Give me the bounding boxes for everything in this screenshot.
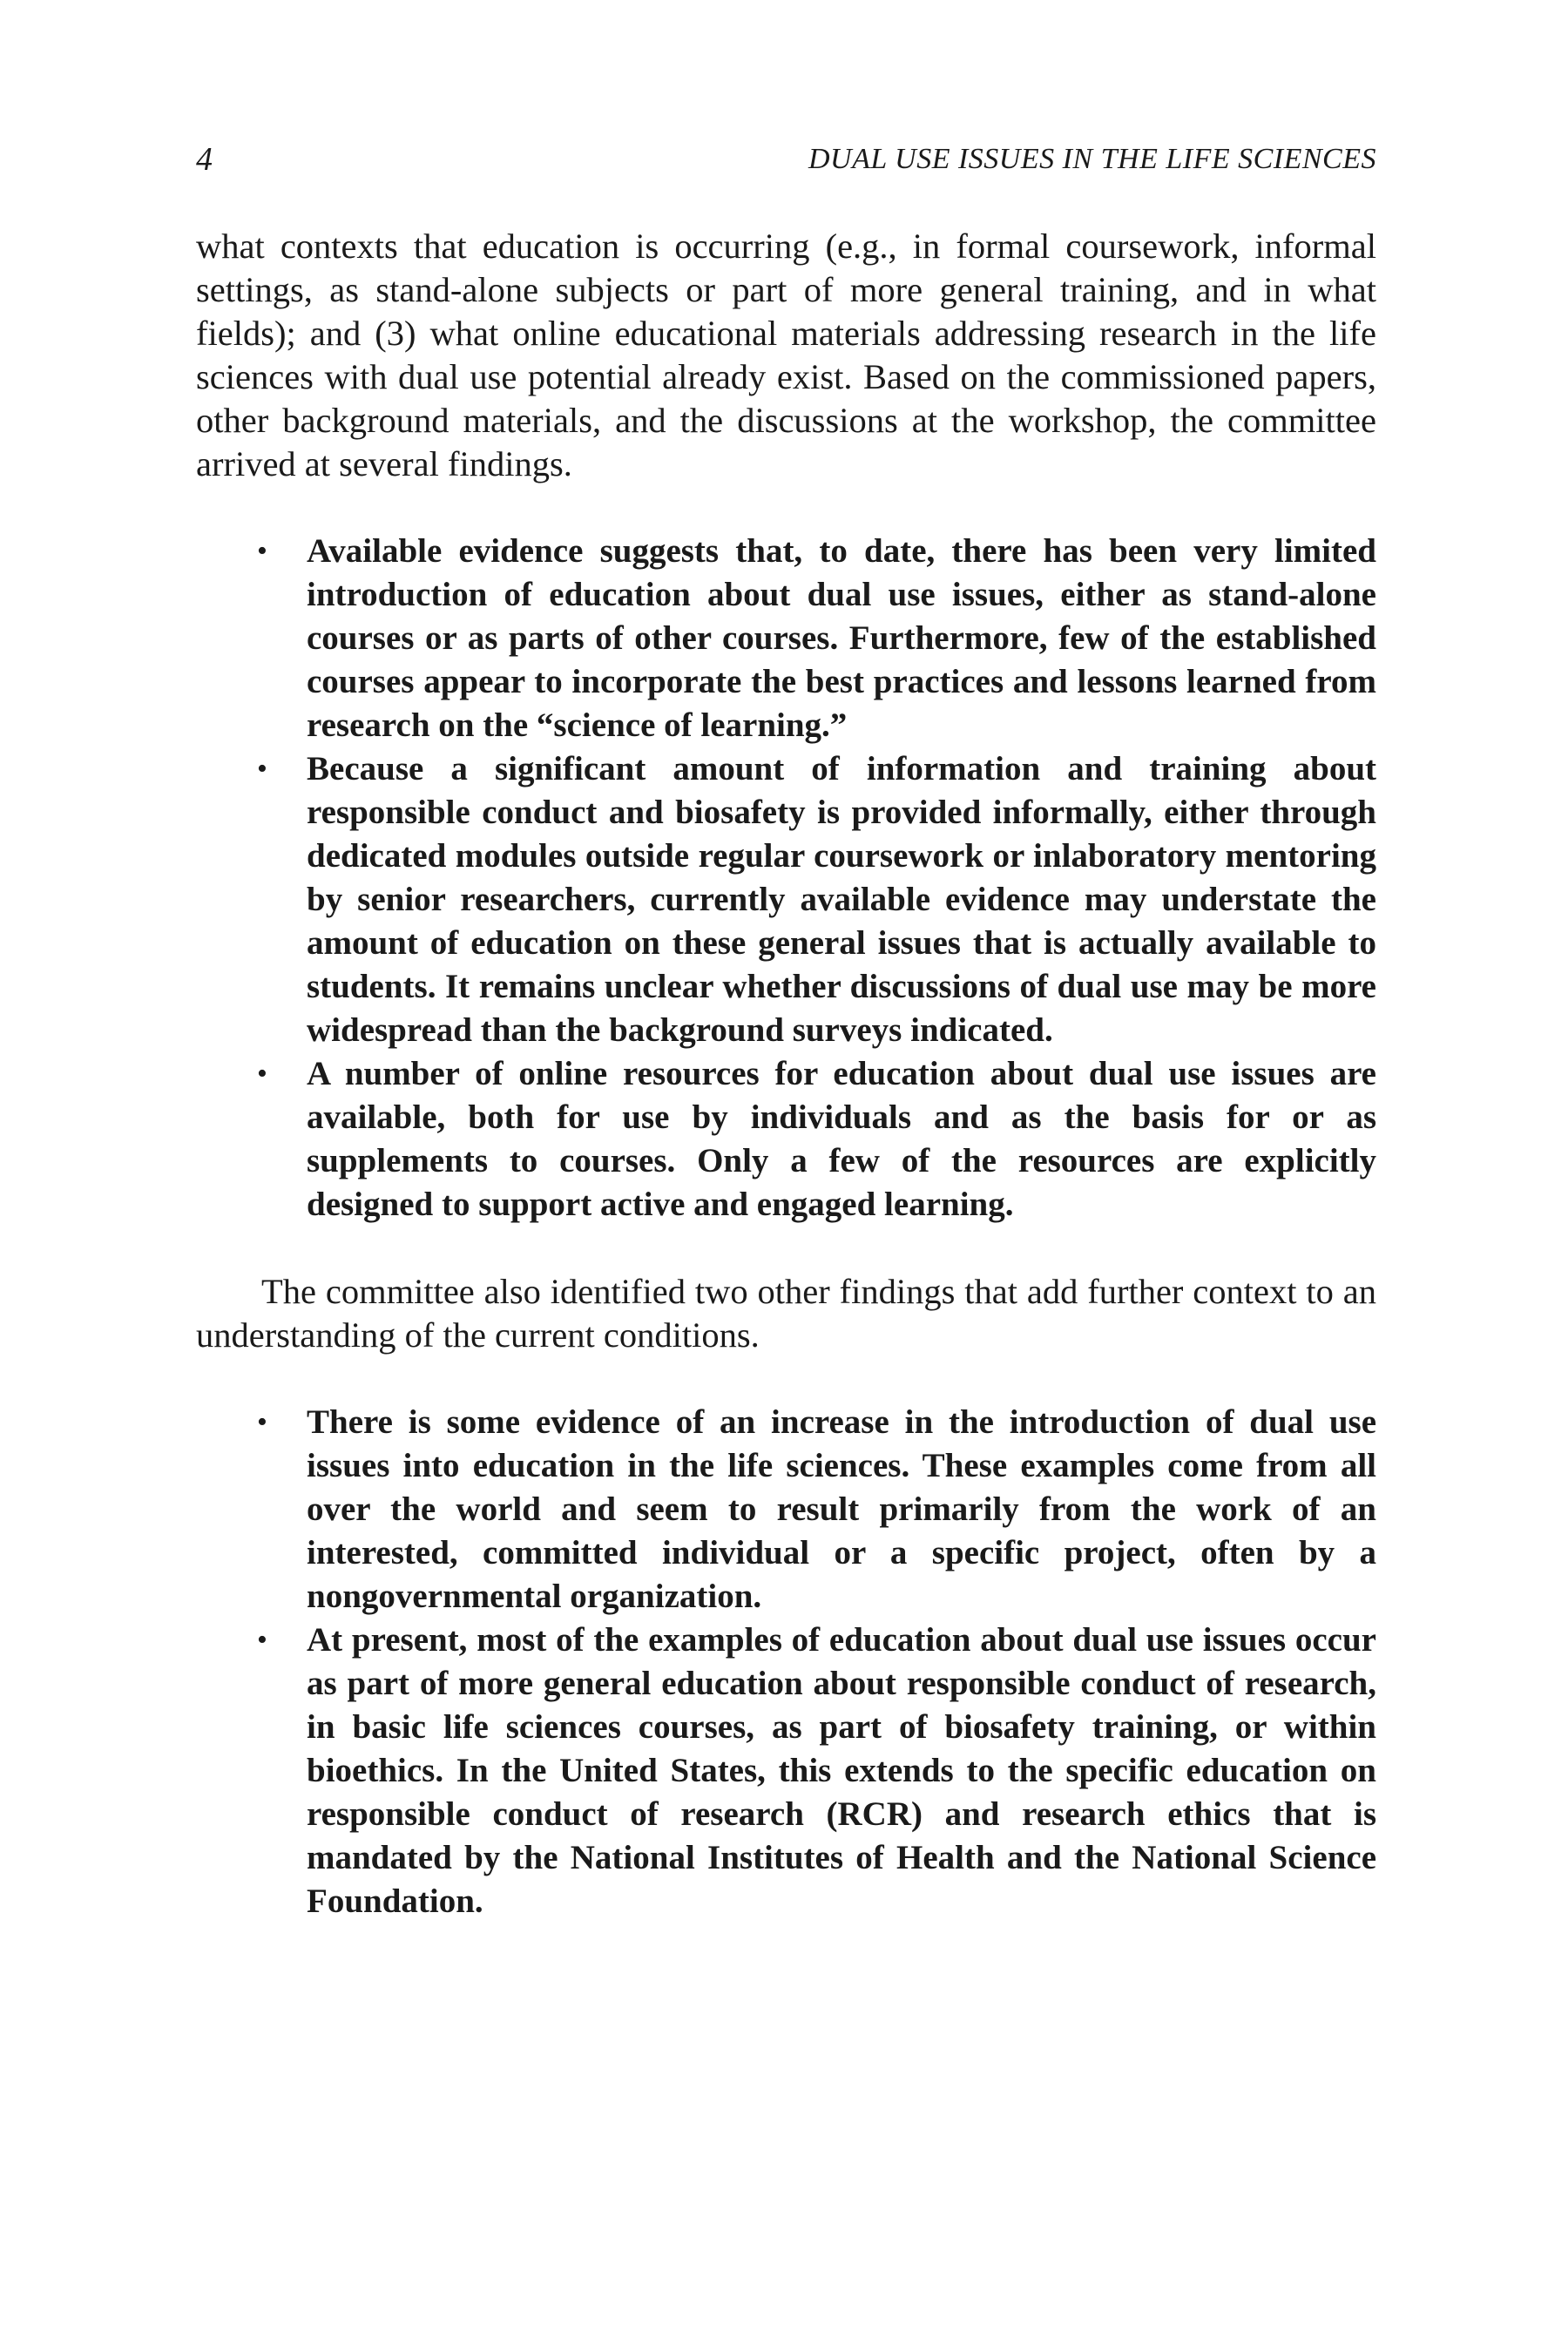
finding-text: There is some evidence of an increase in the introduction of dual use issues into education in the life sciences. These examples come from all over the world and seem to result primarily from the work of an interested, committed individual or a specific project, often by a nongovernmental organization. xyxy=(307,1403,1376,1615)
finding-item xyxy=(196,1052,1376,1227)
body-text xyxy=(196,225,1376,1923)
running-title: DUAL USE ISSUES IN THE LIFE SCIENCES xyxy=(808,143,1376,175)
finding-item xyxy=(196,530,1376,747)
finding-text: A number of online resources for education about dual use issues are available, both for use by individuals and as the basis for or as supplements to courses. Only a few of the resources are explicitly designed to support active and engaged learning. xyxy=(307,1055,1376,1223)
finding-item xyxy=(196,747,1376,1052)
bullet-icon: • xyxy=(257,1058,267,1090)
findings-list-1 xyxy=(196,530,1376,1227)
bullet-icon: • xyxy=(257,753,267,785)
finding-text: At present, most of the examples of education about dual use issues occur as part of more general education about responsible conduct of research, in basic life sciences courses, as part of biosafety training, or within bioethics. In the United States, this extends to the specific education on responsible conduct of research (RCR) and research ethics that is mandated by the National Institutes of Health and the National Science Foundation. xyxy=(307,1621,1376,1920)
bullet-icon: • xyxy=(257,1624,267,1656)
finding-text: Available evidence suggests that, to date, there has been very limited introduction of education about dual use issues, either as stand-alone courses or as parts of other courses. Furthermore, few of the established courses appear to incorporate the best practices and lessons learned from research on the “science of learning.” xyxy=(307,532,1376,744)
page-number: 4 xyxy=(196,141,213,178)
intro-paragraph: what contexts that education is occurring (e.g., in formal coursework, informal settings, as stand-alone subjects or part of more general training, and in what fields); and (3) what online educational materials addressing research in the life sciences with dual use potential already exist. Based on the commissioned papers, other background materials, and the discussions at the workshop, the committee arrived at several findings. xyxy=(196,226,1376,483)
findings-list-2 xyxy=(196,1401,1376,1923)
finding-text: Because a significant amount of information and training about responsible conduct and biosafety is provided informally, either through dedicated modules outside regular coursework or inlaboratory mentoring by senior researchers, currently available evidence may understate the amount of education on these general issues that is actually available to students. It remains unclear whether discussions of dual use may be more widespread than the background surveys indicated. xyxy=(307,750,1376,1049)
transition-paragraph: The committee also identified two other findings that add further context to an understanding of the current conditions. xyxy=(196,1272,1376,1355)
running-head xyxy=(196,138,1376,181)
finding-item xyxy=(196,1619,1376,1923)
bullet-icon: • xyxy=(257,1406,267,1438)
bullet-icon: • xyxy=(257,535,267,567)
finding-item xyxy=(196,1401,1376,1619)
